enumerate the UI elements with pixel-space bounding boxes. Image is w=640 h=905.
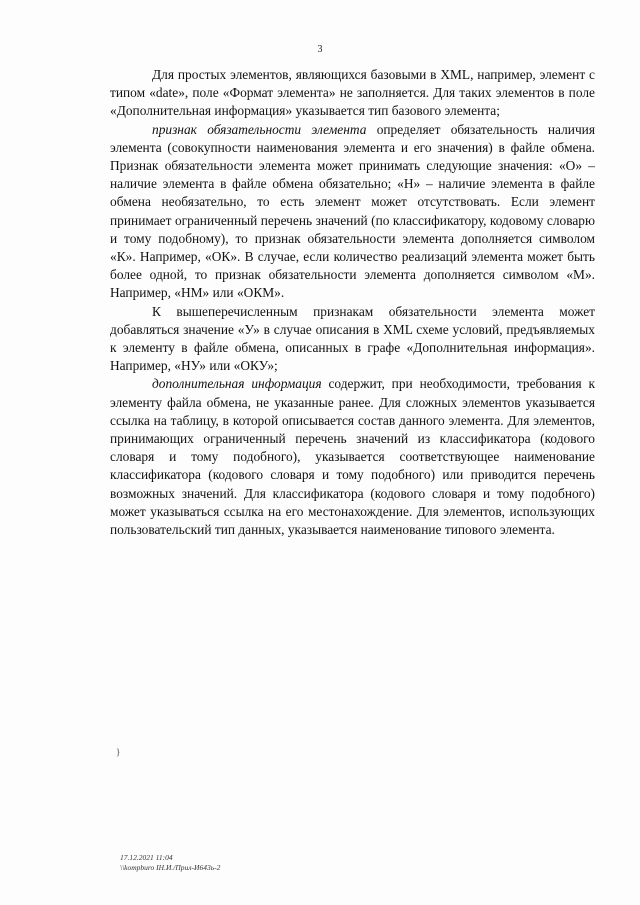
paragraph-1-text: Для простых элементов, являющихся базовыми в XML, например, элемент с типом «date», поле «Формат элемента» не заполняется. Для таких элементов в поле «Дополнительная информация» указывается тип базового элемента; xyxy=(110,67,595,119)
paragraph-2 xyxy=(110,121,595,303)
paragraph-3 xyxy=(110,303,595,376)
page-number: 3 xyxy=(317,44,323,55)
paragraph-2-text: определяет обязательность наличия элемента (совокупности наименования элемента и его значения) в файле обмена. Признак обязательности элемента может принимать следующие значения: «О» – наличие элемента в файле обмена обязательно; «Н» – наличие элемента в файле обмена необязательно, то есть элемент может отсутствовать. Если элемент принимает ограниченный перечень значений (по классификатору, кодовому словарю и тому подобному), то признак обязательности элемента дополняется символом «К». Например, «ОК». В случае, если количество реализаций элемента может быть более одной, то признак обязательности элемента дополняется символом «М». Например, «НМ» или «ОКМ». xyxy=(110,121,596,301)
paragraph-4-term: дополнительная информация xyxy=(152,376,322,392)
document-body xyxy=(110,66,595,539)
paragraph-4 xyxy=(110,375,595,539)
stray-mark: } xyxy=(116,747,121,757)
footer-stamp xyxy=(120,853,220,873)
paragraph-3-text: К вышеперечисленным признакам обязательности элемента может добавляться значение «У» в случае описания в XML схеме условий, предъявляемых к элементу в файле обмена, описанных в графе «Дополнительная информация». Например, «НУ» или «ОКУ»; xyxy=(110,303,595,374)
paragraph-2-term: признак обязательности элемента xyxy=(152,121,367,137)
paragraph-4-text: содержит, при необходимости, требования к элементу файла обмена, не указанные ранее. Для сложных элементов указывается ссылка на таблицу, в которой описывается состав данного элемента. Для элементов, принимающих ограниченный перечень значений из классификатора (кодового словаря и тому подобного), указывается соответствующее наименование классификатора (кодового словаря и тому подобного) или приводится перечень возможных значений. Для классификатора (кодового словаря и тому подобного) может указываться ссылка на его местонахождение. Для элементов, использующих пользовательский тип данных, указывается наименование типового элемента. xyxy=(110,376,595,538)
footer-file-path: \\kompburo ІН.И./Прил-И643ь-2 xyxy=(120,863,221,872)
paragraph-1 xyxy=(110,66,595,121)
footer-timestamp: 17.12.2021 11:04 xyxy=(120,853,173,862)
